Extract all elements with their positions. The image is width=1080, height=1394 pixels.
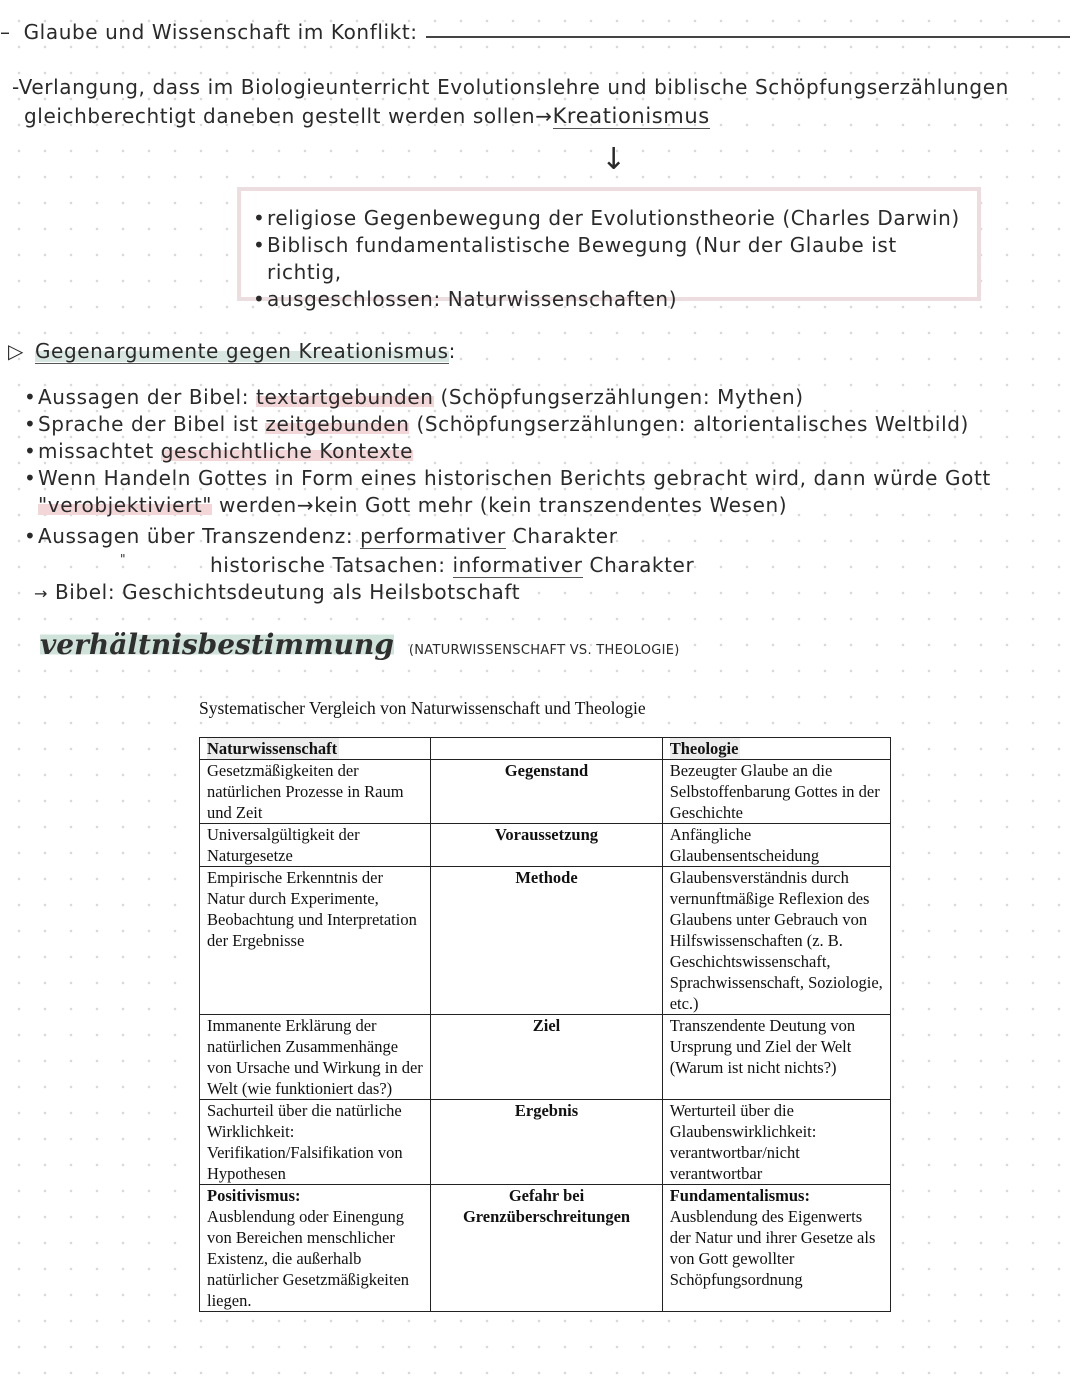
header-label: Naturwissenschaft bbox=[207, 739, 338, 758]
cell-left: Universalgültigkeit der Naturgesetze bbox=[200, 824, 431, 867]
intro-line-2 bbox=[24, 104, 710, 128]
cell-middle: Ziel bbox=[431, 1015, 662, 1100]
header-empty bbox=[431, 738, 662, 760]
header-theologie bbox=[662, 738, 890, 760]
intro-line-1: -Verlangung, dass im Biologieunterricht Evolutionslehre und biblische Schöpfungserzählungen bbox=[12, 75, 1009, 99]
item-text: (Schöpfungserzählungen: altorientalisches Weltbild) bbox=[409, 412, 969, 436]
list-item bbox=[24, 411, 991, 438]
counter-arguments-list bbox=[24, 384, 991, 607]
table-row bbox=[200, 824, 891, 867]
heading-rule bbox=[426, 36, 1070, 38]
table-row bbox=[200, 1015, 891, 1100]
counter-heading bbox=[8, 339, 456, 363]
list-item-continuation bbox=[24, 492, 991, 519]
heading-title: Glaube und Wissenschaft im Konflikt: bbox=[23, 20, 418, 44]
bullet-icon: • bbox=[24, 524, 37, 548]
list-item bbox=[24, 384, 991, 411]
cell-middle: Ergebnis bbox=[431, 1100, 662, 1185]
cell-right: Bezeugter Glaube an die Selbstoffenbarung Gottes in der Geschichte bbox=[662, 760, 890, 824]
cell-middle: Methode bbox=[431, 867, 662, 1015]
item-text: Sprache der Bibel ist bbox=[38, 412, 266, 436]
counter-title: Gegenargumente gegen Kreationismus bbox=[34, 339, 449, 363]
comparison-table bbox=[199, 737, 891, 1312]
relation-heading bbox=[40, 628, 680, 661]
intro-line-2-text: gleichberechtigt daneben gestellt werden sollen bbox=[24, 104, 536, 128]
highlight: textartgebunden bbox=[256, 385, 434, 409]
header-naturwissenschaft bbox=[200, 738, 431, 760]
item-text: missachtet bbox=[38, 439, 161, 463]
cell-right-text: Ausblendung des Eigenwerts der Natur und ihrer Gesetze als von Gott gewollter Schöpfungsordnung bbox=[669, 1207, 876, 1289]
bullet-icon: • bbox=[24, 439, 37, 463]
arrow-right-icon: → bbox=[535, 104, 553, 128]
cell-right: Anfängliche Glaubensentscheidung bbox=[662, 824, 890, 867]
cell-left: Empirische Erkenntnis der Natur durch Experimente, Beobachtung und Interpretation der Ergebnisse bbox=[200, 867, 431, 1015]
item-text: werden bbox=[212, 493, 297, 517]
item-text: Charakter bbox=[505, 524, 618, 548]
cell-left: Sachurteil über die natürliche Wirklichkeit: Verifikation/Falsifikation von Hypothesen bbox=[200, 1100, 431, 1185]
bullet-icon: • bbox=[24, 385, 37, 409]
underlined-word: informativer bbox=[452, 553, 583, 577]
counter-colon: : bbox=[448, 339, 456, 363]
section-heading bbox=[0, 20, 418, 44]
cell-middle: Gegenstand bbox=[431, 760, 662, 824]
table-caption: Systematischer Vergleich von Naturwissenschaft und Theologie bbox=[199, 698, 646, 718]
cell-middle: Gefahr bei Grenzüberschreitungen bbox=[431, 1185, 662, 1312]
item-text: Aussagen der Bibel: bbox=[38, 385, 256, 409]
relation-subtitle: (NATURWISSENSCHAFT VS. THEOLOGIE) bbox=[408, 643, 680, 658]
item-text: Charakter bbox=[582, 553, 695, 577]
table-row bbox=[200, 760, 891, 824]
cell-right: Transzendente Deutung von Ursprung und Ziel der Welt (Warum ist nicht nichts?) bbox=[662, 1015, 890, 1100]
item-text: Aussagen über Transzendenz: bbox=[38, 524, 361, 548]
relation-title: verhältnisbestimmung bbox=[40, 628, 394, 661]
list-item bbox=[24, 438, 991, 465]
conclusion-text: Bibel: Geschichtsdeutung als Heilsbotschaft bbox=[54, 580, 521, 604]
cell-right: Werturteil über die Glaubenswirklichkeit: verantwortbar/nicht verantwortbar bbox=[662, 1100, 890, 1185]
cell-left-text: Ausblendung oder Einengung von Bereichen menschlicher Existenz, die außerhalb natürlicher Gesetzmäßigkeiten liegen. bbox=[207, 1207, 410, 1310]
cell-right-bold: Fundamentalismus: bbox=[669, 1186, 810, 1205]
cell-left: Gesetzmäßigkeiten der natürlichen Prozesse in Raum und Zeit bbox=[200, 760, 431, 824]
item-text: historische Tatsachen: bbox=[210, 553, 453, 577]
triangle-marker-icon: ▷ bbox=[8, 339, 24, 363]
list-item bbox=[24, 523, 991, 550]
cell-middle: Voraussetzung bbox=[431, 824, 662, 867]
header-label: Theologie bbox=[669, 739, 739, 758]
heading-dash: – bbox=[0, 20, 11, 44]
highlight: geschichtliche Kontexte bbox=[160, 439, 413, 463]
item-text: kein Gott mehr (kein transzendentes Wesen) bbox=[314, 493, 788, 517]
arrow-down-icon: ↓ bbox=[601, 142, 627, 177]
item-text: (Schöpfungserzählungen: Mythen) bbox=[433, 385, 804, 409]
table-row bbox=[200, 867, 891, 1015]
list-item bbox=[24, 465, 991, 492]
table-row bbox=[200, 1100, 891, 1185]
kreationismus-definition-box bbox=[237, 187, 981, 311]
bullet-icon: • bbox=[24, 412, 37, 436]
cell-left: Immanente Erklärung der natürlichen Zusammenhänge von Ursache und Wirkung in der Welt (wie funktioniert das?) bbox=[200, 1015, 431, 1100]
arrow-right-icon: → bbox=[296, 493, 315, 517]
conclusion-line bbox=[24, 579, 991, 607]
item-text: Wenn Handeln Gottes in Form eines historischen Berichts gebracht wird, dann würde Gott bbox=[38, 466, 991, 490]
table-header-row bbox=[200, 738, 891, 760]
list-item-continuation bbox=[24, 552, 991, 579]
highlight: "verobjektiviert" bbox=[38, 493, 213, 517]
highlight: zeitgebunden bbox=[265, 412, 410, 436]
cell-right bbox=[662, 1185, 890, 1312]
callout-item: • religiose Gegenbewegung der Evolutionstheorie (Charles Darwin) bbox=[253, 205, 977, 232]
callout-item-continuation: • ausgeschlossen: Naturwissenschaften) bbox=[253, 286, 977, 313]
cell-right: Glaubensverständnis durch vernunftmäßige Reflexion des Glaubens unter Gebrauch von Hilfswissenschaften (z. B. Geschichtswissenschaft, Sprachwissenschaft, Soziologie, etc.) bbox=[662, 867, 890, 1015]
underlined-word: performativer bbox=[360, 524, 506, 548]
cell-left bbox=[200, 1185, 431, 1312]
cell-left-bold: Positivismus: bbox=[207, 1186, 301, 1205]
bullet-icon: • bbox=[24, 466, 37, 490]
arrow-right-icon: → bbox=[34, 584, 49, 603]
callout-item: • Biblisch fundamentalistische Bewegung (Nur der Glaube ist richtig, bbox=[253, 232, 977, 286]
table-row bbox=[200, 1185, 891, 1312]
kreationismus-term: Kreationismus bbox=[552, 104, 710, 128]
ditto-mark: " bbox=[120, 552, 127, 566]
